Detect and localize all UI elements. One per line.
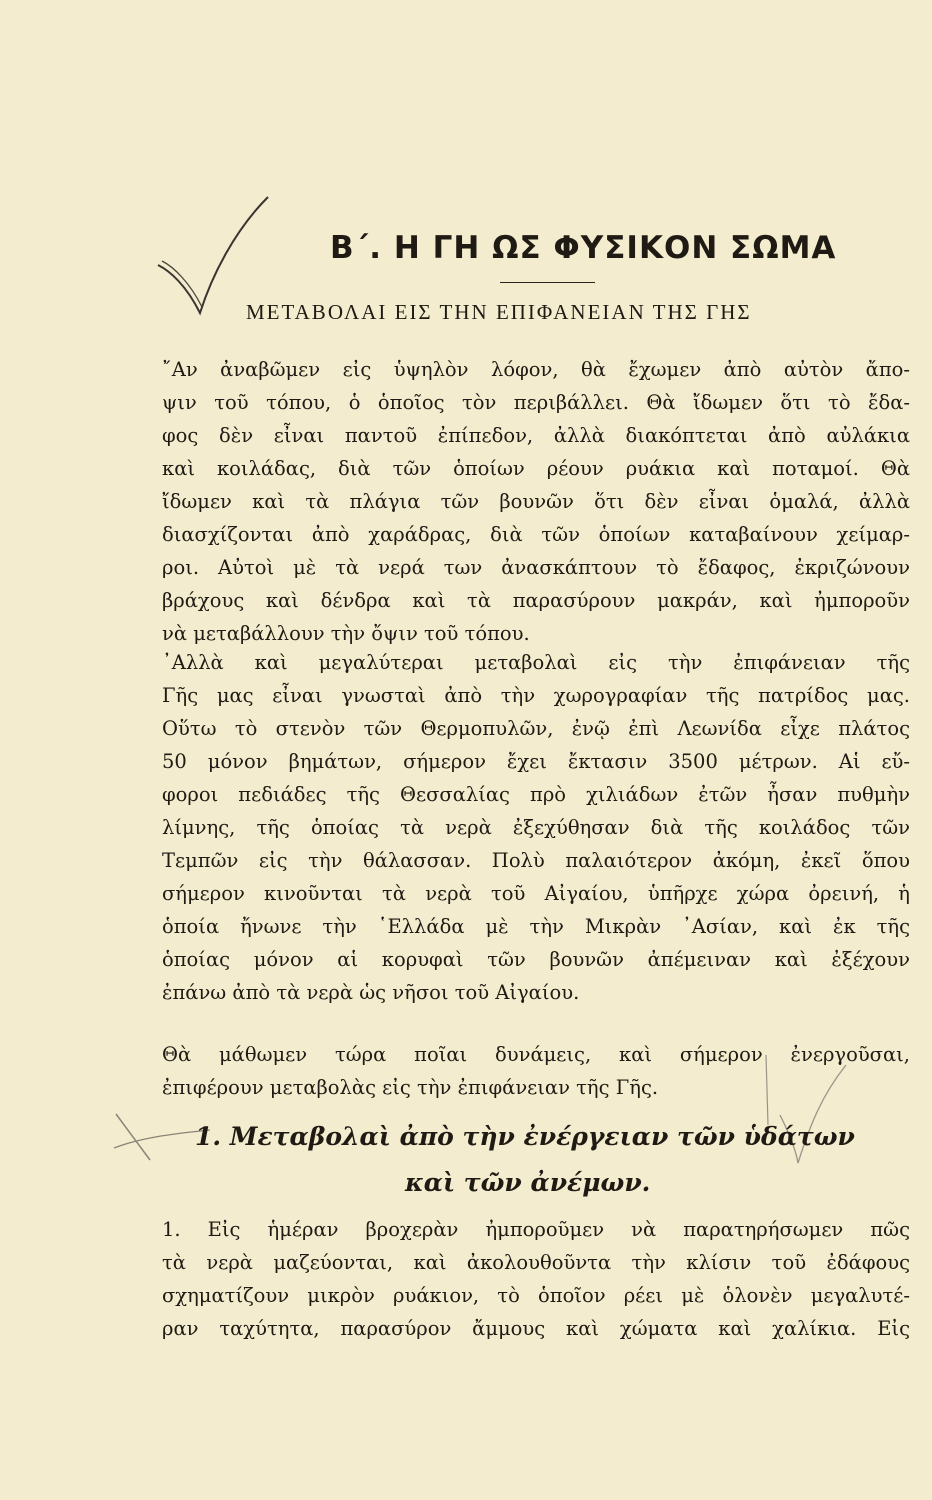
paragraph-2 — [162, 646, 910, 1009]
text-line: ψιν τοῦ τόπου, ὁ ὁποῖος τὸν περιβάλλει. Θὰ ἴδωμεν ὅτι τὸ ἔδα- — [162, 391, 910, 414]
paragraph-1 — [162, 353, 910, 650]
text-line: 1. Εἰς ἡμέραν βροχερὰν ἠμποροῦμεν νὰ παρατηρήσωμεν πῶς — [162, 1218, 910, 1241]
section-heading: 1. Μεταβολαὶ ἀπὸ τὴν ἐνέργειαν τῶν ὑδάτων — [195, 1122, 855, 1151]
text-line: σχηματίζουν μικρὸν ρυάκιον, τὸ ὁποῖον ρέει μὲ ὁλονὲν μεγαλυτέ- — [162, 1284, 910, 1307]
text-line: ᾿Αλλὰ καὶ μεγαλύτεραι μεταβολαὶ εἰς τὴν ἐπιφάνειαν τῆς — [162, 651, 910, 674]
page-title: Β΄. Η ΓΗ ΩΣ ΦΥΣΙΚΟΝ ΣΩΜΑ — [330, 230, 837, 266]
text-line: βράχους καὶ δένδρα καὶ τὰ παρασύρουν μακράν, καὶ ἠμποροῦν — [162, 589, 910, 612]
text-line: Θὰ μάθωμεν τώρα ποῖαι δυνάμεις, καὶ σήμερον ἐνεργοῦσαι, — [162, 1043, 910, 1066]
text-line: ραν ταχύτητα, παρασύρον ἄμμους καὶ χώματα καὶ χαλίκια. Εἰς — [162, 1317, 910, 1340]
text-line: φος δὲν εἶναι παντοῦ ἐπίπεδον, ἀλλὰ διακόπτεται ἀπὸ αὐλάκια — [162, 424, 910, 447]
text-line: σήμερον κινοῦνται τὰ νερὰ τοῦ Αἰγαίου, ὑπῆρχε χώρα ὀρεινή, ἡ — [162, 882, 910, 905]
paragraph-4 — [162, 1213, 910, 1345]
text-line: φοροι πεδιάδες τῆς Θεσσαλίας πρὸ χιλιάδων ἐτῶν ἦσαν πυθμὴν — [162, 783, 910, 806]
text-line: Τεμπῶν εἰς τὴν θάλασσαν. Πολὺ παλαιότερον ἀκόμη, ἐκεῖ ὅπου — [162, 849, 910, 872]
text-line: τὰ νερὰ μαζεύονται, καὶ ἀκολουθοῦντα τὴν κλίσιν τοῦ ἐδάφους — [162, 1251, 910, 1274]
text-line: νὰ μεταβάλλουν τὴν ὄψιν τοῦ τόπου. — [162, 622, 530, 645]
text-line: Οὕτω τὸ στενὸν τῶν Θερμοπυλῶν, ἐνῷ ἐπὶ Λεωνίδα εἶχε πλάτος — [162, 717, 910, 740]
text-line: ὁποίας μόνον αἱ κορυφαὶ τῶν βουνῶν ἀπέμειναν καὶ ἐξέχουν — [162, 948, 910, 971]
section-heading-continuation: καὶ τῶν ἀνέμων. — [405, 1168, 651, 1197]
title-divider — [500, 282, 595, 283]
text-line: καὶ κοιλάδας, διὰ τῶν ὁποίων ρέουν ρυάκια καὶ ποταμοί. Θὰ — [162, 457, 910, 480]
text-line: ὁποία ἤνωνε τὴν ῾Ελλάδα μὲ τὴν Μικρὰν ᾿Ασίαν, καὶ ἐκ τῆς — [162, 915, 910, 938]
chapter-subtitle: ΜΕΤΑΒΟΛΑΙ ΕΙΣ ΤΗΝ ΕΠΙΦΑΝΕΙΑΝ ΤΗΣ ΓΗΣ — [246, 300, 752, 324]
text-line: ἐπάνω ἀπὸ τὰ νερὰ ὡς νῆσοι τοῦ Αἰγαίου. — [162, 981, 580, 1004]
text-line: ἐπιφέρουν μεταβολὰς εἰς τὴν ἐπιφάνειαν τῆς Γῆς. — [162, 1076, 659, 1099]
text-line: ροι. Αὐτοὶ μὲ τὰ νερά των ἀνασκάπτουν τὸ ἔδαφος, ἐκριζώνουν — [162, 556, 910, 579]
text-line: Γῆς μας εἶναι γνωσταὶ ἀπὸ τὴν χωρογραφίαν τῆς πατρίδος μας. — [162, 684, 910, 707]
text-line: 50 μόνον βημάτων, σήμερον ἔχει ἔκτασιν 3500 μέτρων. Αἱ εὔ- — [162, 750, 910, 773]
text-line: ῎Αν ἀναβῶμεν εἰς ὑψηλὸν λόφον, θὰ ἔχωμεν ἀπὸ αὐτὸν ἄπο- — [162, 358, 910, 381]
text-line: λίμνης, τῆς ὁποίας τὰ νερὰ ἐξεχύθησαν διὰ τῆς κοιλάδος τῶν — [162, 816, 910, 839]
text-line: διασχίζονται ἀπὸ χαράδρας, διὰ τῶν ὁποίων καταβαίνουν χείμαρ- — [162, 523, 910, 546]
text-line: ἴδωμεν καὶ τὰ πλάγια τῶν βουνῶν ὅτι δὲν εἶναι ὁμαλά, ἀλλὰ — [162, 490, 910, 513]
